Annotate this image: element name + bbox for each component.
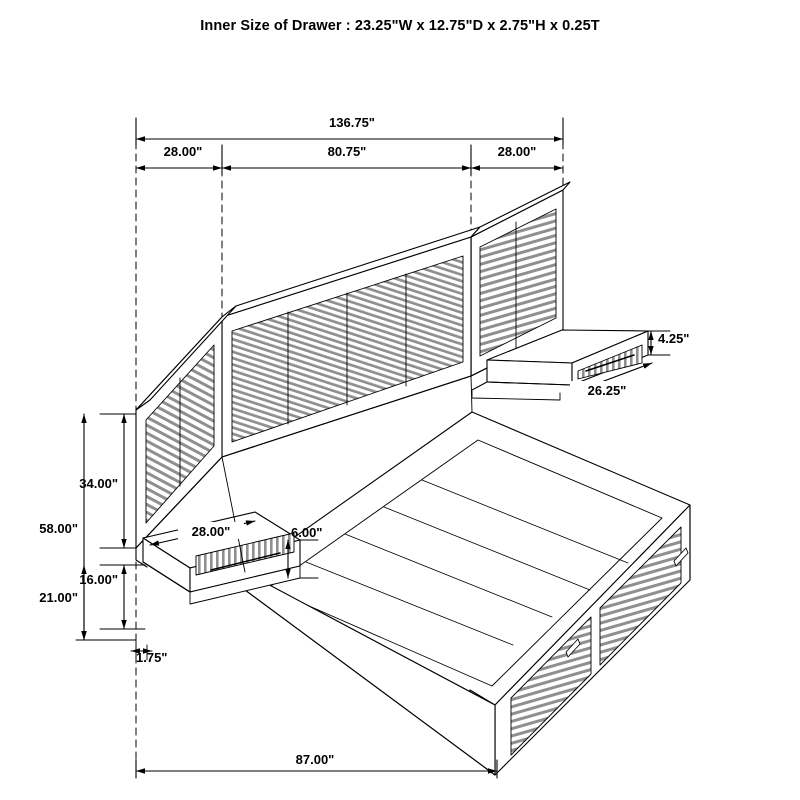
dim-bed-rail-height: 21.00" <box>39 590 78 605</box>
dim-headboard-panel-height: 34.00" <box>79 476 118 491</box>
dim-foot-clearance: 1.75" <box>136 650 168 665</box>
dim-nightstand-drawer-height: 4.25" <box>658 331 690 346</box>
dim-nightstand-top-height: 6.00" <box>291 525 323 540</box>
page-title: Inner Size of Drawer : 23.25"W x 12.75"D x 2.75"H x 0.25T <box>200 18 600 34</box>
dim-right-nightstand-width-top: 28.00" <box>497 144 537 159</box>
dim-headboard-panel-width: 80.75" <box>327 144 367 159</box>
dim-left-nightstand-width: 28.00" <box>191 524 231 539</box>
dim-nightstand-depth: 26.25" <box>587 383 627 398</box>
dim-left-nightstand-width-top: 28.00" <box>163 144 203 159</box>
dim-overall-headboard-width: 136.75" <box>329 115 375 130</box>
dim-overall-headboard-height: 58.00" <box>39 521 78 536</box>
dim-bed-length: 87.00" <box>295 752 335 767</box>
dim-nightstand-floor-clearance: 16.00" <box>79 572 118 587</box>
